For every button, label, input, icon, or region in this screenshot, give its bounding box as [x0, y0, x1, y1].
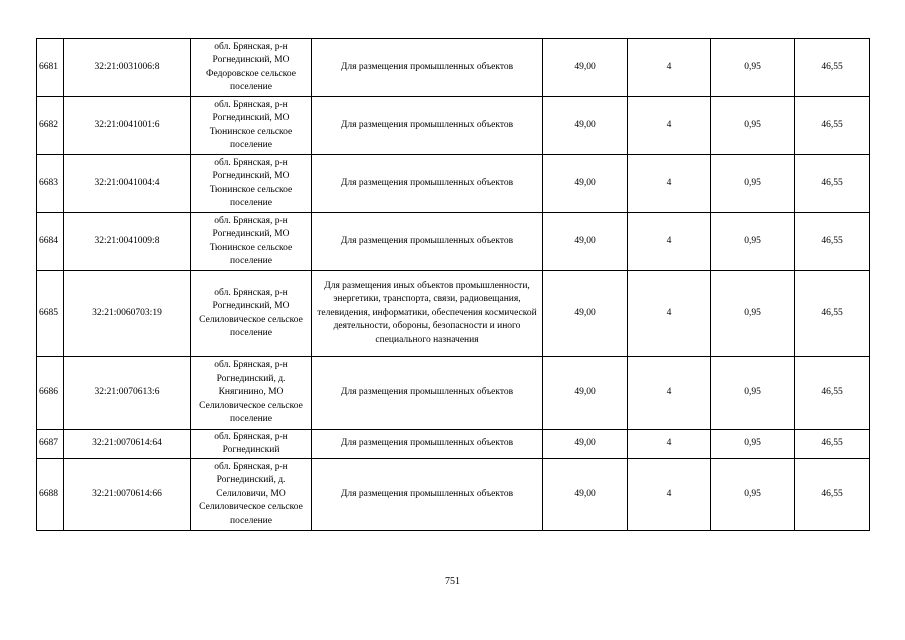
cadastral-number: 32:21:0031006:8: [64, 39, 191, 97]
cadastral-number: 32:21:0060703:19: [64, 271, 191, 357]
group-cell: 4: [628, 155, 711, 213]
cadastral-number: 32:21:0041001:6: [64, 97, 191, 155]
table-row: [37, 459, 870, 531]
location-cell: обл. Брянская, р-н Рогнединский, д. Селиловичи, МО Селиловическое сельское поселение: [191, 459, 312, 531]
area-cell: 49,00: [543, 459, 628, 531]
coefficient-cell: 0,95: [711, 430, 795, 459]
value-cell: 46,55: [795, 357, 870, 430]
location-cell: обл. Брянская, р-н Рогнединский, д. Княгинино, МО Селиловическое сельское поселение: [191, 357, 312, 430]
table-row: [37, 155, 870, 213]
group-cell: 4: [628, 357, 711, 430]
area-cell: 49,00: [543, 271, 628, 357]
area-cell: 49,00: [543, 155, 628, 213]
location-cell: обл. Брянская, р-н Рогнединский, МО Тюнинское сельское поселение: [191, 97, 312, 155]
coefficient-cell: 0,95: [711, 271, 795, 357]
coefficient-cell: 0,95: [711, 97, 795, 155]
group-cell: 4: [628, 39, 711, 97]
area-cell: 49,00: [543, 357, 628, 430]
cadastral-number: 32:21:0041004:4: [64, 155, 191, 213]
value-cell: 46,55: [795, 430, 870, 459]
location-cell: обл. Брянская, р-н Рогнединский: [191, 430, 312, 459]
table-row: [37, 357, 870, 430]
group-cell: 4: [628, 213, 711, 271]
value-cell: 46,55: [795, 97, 870, 155]
value-cell: 46,55: [795, 39, 870, 97]
land-plot-table: [36, 38, 870, 531]
value-cell: 46,55: [795, 271, 870, 357]
purpose-cell: Для размещения промышленных объектов: [312, 459, 543, 531]
area-cell: 49,00: [543, 39, 628, 97]
coefficient-cell: 0,95: [711, 357, 795, 430]
area-cell: 49,00: [543, 97, 628, 155]
row-number: 6686: [37, 357, 64, 430]
cadastral-number: 32:21:0070613:6: [64, 357, 191, 430]
coefficient-cell: 0,95: [711, 39, 795, 97]
coefficient-cell: 0,95: [711, 459, 795, 531]
cadastral-number: 32:21:0070614:64: [64, 430, 191, 459]
location-cell: обл. Брянская, р-н Рогнединский, МО Тюнинское сельское поселение: [191, 213, 312, 271]
value-cell: 46,55: [795, 459, 870, 531]
purpose-cell: Для размещения промышленных объектов: [312, 39, 543, 97]
purpose-cell: Для размещения промышленных объектов: [312, 97, 543, 155]
table-row: [37, 97, 870, 155]
purpose-cell: Для размещения промышленных объектов: [312, 357, 543, 430]
purpose-cell: Для размещения промышленных объектов: [312, 430, 543, 459]
page-number: 751: [445, 576, 460, 587]
purpose-cell: Для размещения иных объектов промышленности, энергетики, транспорта, связи, радиовещания, телевидения, информатики, обеспечения космической деятельности, обороны, безопасности и иного специального назначения: [312, 271, 543, 357]
row-number: 6688: [37, 459, 64, 531]
location-cell: обл. Брянская, р-н Рогнединский, МО Тюнинское сельское поселение: [191, 155, 312, 213]
group-cell: 4: [628, 271, 711, 357]
cadastral-number: 32:21:0041009:8: [64, 213, 191, 271]
row-number: 6683: [37, 155, 64, 213]
cadastral-number: 32:21:0070614:66: [64, 459, 191, 531]
purpose-cell: Для размещения промышленных объектов: [312, 155, 543, 213]
row-number: 6687: [37, 430, 64, 459]
location-cell: обл. Брянская, р-н Рогнединский, МО Федоровское сельское поселение: [191, 39, 312, 97]
group-cell: 4: [628, 430, 711, 459]
purpose-cell: Для размещения промышленных объектов: [312, 213, 543, 271]
table-row: [37, 213, 870, 271]
coefficient-cell: 0,95: [711, 213, 795, 271]
table-body: [37, 39, 870, 531]
row-number: 6681: [37, 39, 64, 97]
row-number: 6684: [37, 213, 64, 271]
value-cell: 46,55: [795, 155, 870, 213]
row-number: 6682: [37, 97, 64, 155]
coefficient-cell: 0,95: [711, 155, 795, 213]
area-cell: 49,00: [543, 430, 628, 459]
location-cell: обл. Брянская, р-н Рогнединский, МО Селиловическое сельское поселение: [191, 271, 312, 357]
table-row: [37, 39, 870, 97]
table-row: [37, 430, 870, 459]
table-row: [37, 271, 870, 357]
area-cell: 49,00: [543, 213, 628, 271]
row-number: 6685: [37, 271, 64, 357]
group-cell: 4: [628, 459, 711, 531]
group-cell: 4: [628, 97, 711, 155]
value-cell: 46,55: [795, 213, 870, 271]
